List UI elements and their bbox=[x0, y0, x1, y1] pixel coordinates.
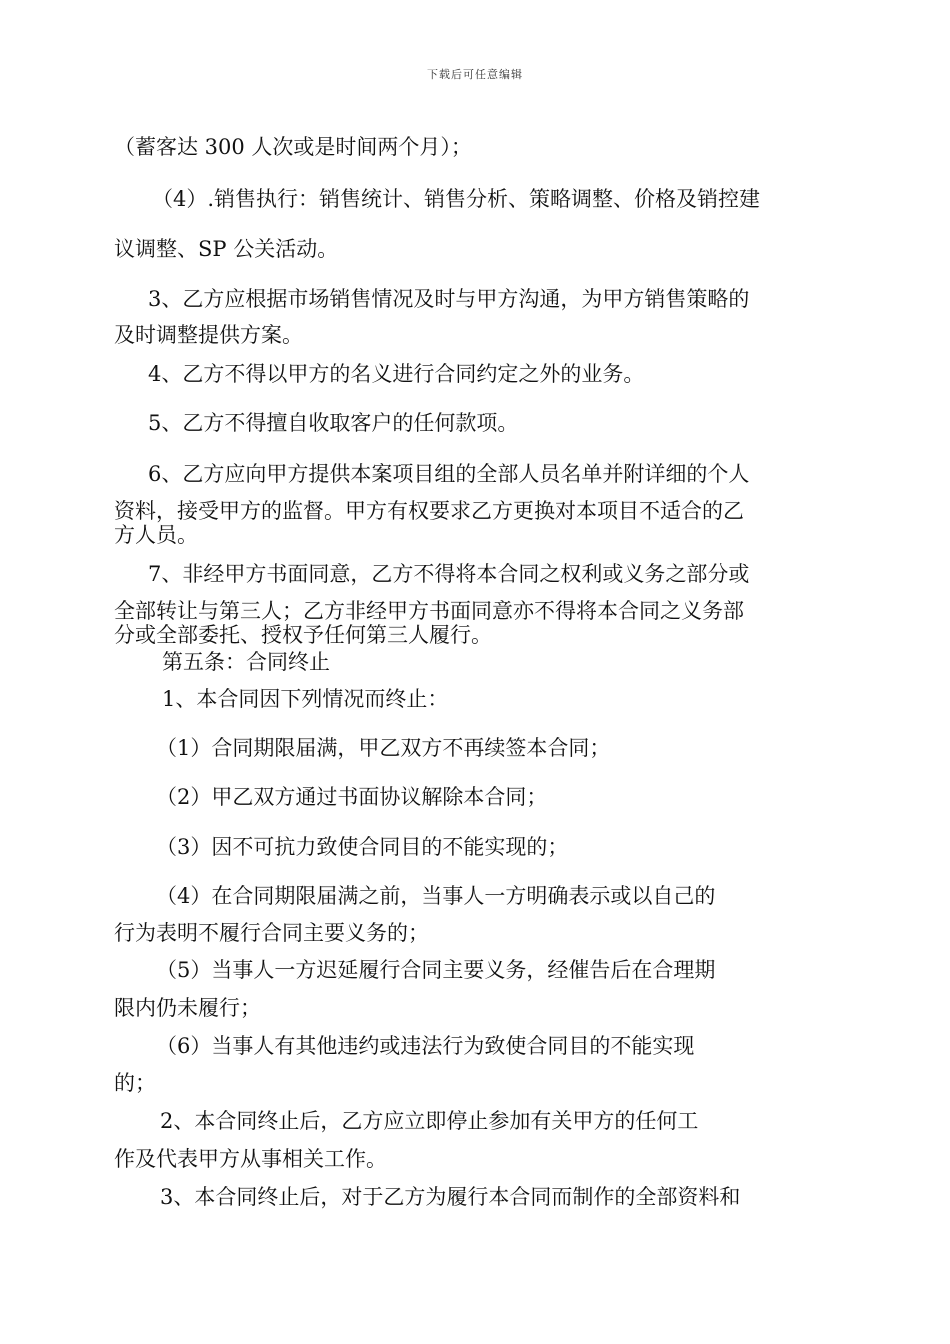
list-item: （5）当事人一方迟延履行合同主要义务，经催告后在合理期 bbox=[156, 958, 716, 982]
text-line: 的； bbox=[114, 1071, 156, 1095]
section-heading: 第五条：合同终止 bbox=[162, 650, 330, 674]
text-line: 6、乙方应向甲方提供本案项目组的全部人员名单并附详细的个人 bbox=[148, 462, 750, 486]
text-line: 分或全部委托、授权予任何第三人履行。 bbox=[114, 623, 492, 647]
text-line: 限内仍未履行； bbox=[114, 996, 261, 1020]
text-line: 方人员。 bbox=[114, 523, 198, 547]
list-item: （1）合同期限届满，甲乙双方不再续签本合同； bbox=[156, 736, 611, 760]
page-header-note: 下载后可任意编辑 bbox=[427, 68, 523, 81]
list-item: （3）因不可抗力致使合同目的不能实现的； bbox=[156, 835, 569, 859]
list-item: （2）甲乙双方通过书面协议解除本合同； bbox=[156, 785, 548, 809]
text-line: 及时调整提供方案。 bbox=[114, 323, 303, 347]
list-item: （4）在合同期限届满之前，当事人一方明确表示或以自己的 bbox=[156, 884, 716, 908]
text-line: 7、非经甲方书面同意，乙方不得将本合同之权利或义务之部分或 bbox=[148, 562, 750, 586]
text-line: （蓄客达 300 人次或是时间两个月）； bbox=[114, 135, 472, 159]
text-line: 作及代表甲方从事相关工作。 bbox=[114, 1147, 387, 1171]
text-line: 4、乙方不得以甲方的名义进行合同约定之外的业务。 bbox=[148, 362, 645, 386]
text-line: 行为表明不履行合同主要义务的； bbox=[114, 921, 429, 945]
text-line: 议调整、SP 公关活动。 bbox=[114, 237, 339, 261]
text-line: 1、本合同因下列情况而终止： bbox=[162, 687, 449, 711]
text-line: （4）.销售执行：销售统计、销售分析、策略调整、价格及销控建 bbox=[152, 187, 761, 211]
text-line: 3、本合同终止后，对于乙方为履行本合同而制作的全部资料和 bbox=[160, 1185, 741, 1209]
list-item: （6）当事人有其他违约或违法行为致使合同目的不能实现 bbox=[156, 1034, 695, 1058]
text-line: 2、本合同终止后，乙方应立即停止参加有关甲方的任何工 bbox=[160, 1109, 699, 1133]
text-line: 3、乙方应根据市场销售情况及时与甲方沟通，为甲方销售策略的 bbox=[148, 287, 750, 311]
text-line: 资料，接受甲方的监督。甲方有权要求乙方更换对本项目不适合的乙 bbox=[114, 499, 744, 523]
text-line: 5、乙方不得擅自收取客户的任何款项。 bbox=[148, 411, 519, 435]
text-line: 全部转让与第三人；乙方非经甲方书面同意亦不得将本合同之义务部 bbox=[114, 599, 744, 623]
